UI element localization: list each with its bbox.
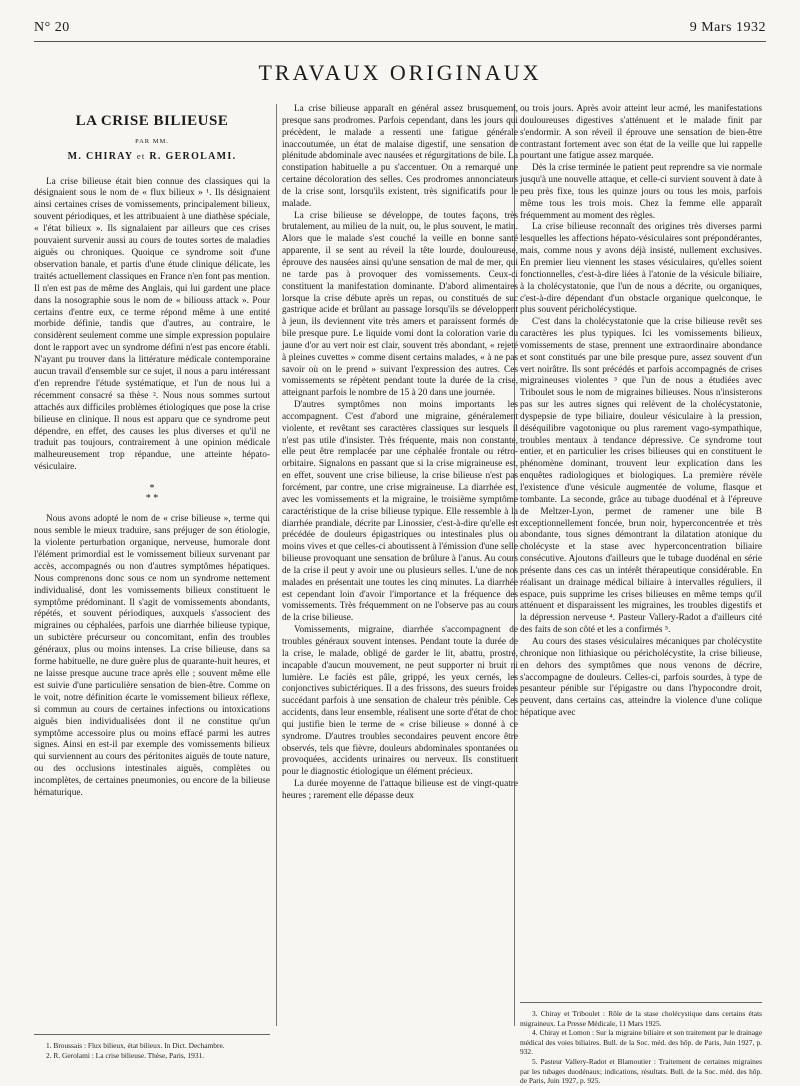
footnote: 4. Chiray et Lomon : Sur la migraine biliaire et son traitement par le drainage médical des voies biliaires. Bull. de la Soc. méd. des hôp. de Paris, Juin 1927, p. 932. xyxy=(520,1028,762,1057)
footnotes xyxy=(520,992,762,1086)
paragraph: La crise bilieuse se développe, de toutes façons, très brutalement, au milieu de la nuit, ou, le plus souvent, le matin. Alors que le malade s'est couché la veille en bonne santé apparente, il se sent au réveil la tête lourde, douloureuse, éprouve des nausées ainsi qu'une sensation de mal de mer, qui ne tarde pas à provoquer des vomissements. Ceux-ci constituent la manifestation dominante. D'abord alimentaires lorsque la crise débute après un repas, ou constitués de suc gastrique acide et brûlant au passage lorsqu'ils se développent à jeun, ils deviennent vite très amers et paraissent formés de bile presque pure. Le liquide vomi dont la coloration varie du jaune d'or au vert noir est clair, souvent très abondant, « rejeté à pleines cuvettes » comme disent certains malades, « à ne pas savoir où on le prend » suivant l'expression des autres. Ces vomissements se répètent pendant toute la durée de la crise, atteignant parfois le nombre de 15 à 20 dans une journée. xyxy=(282,210,518,399)
column-1 xyxy=(34,104,270,1060)
paragraph: D'autres symptômes non moins importants les accompagnent. C'est d'abord une migraine, généralement violente, et revêtant ses caractères classiques sur lesquels il n'est pas utile d'insister. Très fréquente, mais non constante, elle peut être remplacée par une céphalée frontale ou rétro-orbitaire. Signalons en passant que si la crise migraineuse est, en effet, souvent une crise bilieuse, la crise bilieuse n'est pas forcément, par contre, une crise migraineuse. La diarrhée est, avec les vomissements et la migraine, le troisième symptôme caractéristique de la crise bilieuse typique. Elle ressemble à la diarrhée prandiale, décrite par Linossier, c'est-à-dire qu'elle est précédée de douleurs épigastriques ou intestinales plus ou moins vives et que celles-ci aboutissent à l'émission d'une selle bilieuse provoquant une sensation de brûlure à l'anus. Au cours de la crise il peut y avoir une ou plusieurs selles. L'une de nos malades en présentait une toutes les cinq minutes. La diarrhée est cependant loin d'avoir l'importance et la fréquence des vomissements. Très fréquemment on ne l'observe pas au cours de la crise bilieuse. xyxy=(282,400,518,624)
author-1: M. CHIRAY xyxy=(67,150,134,162)
footnotes xyxy=(34,1024,270,1060)
author-2: R. GEROLAMI. xyxy=(149,150,237,162)
paragraph: La crise bilieuse reconnaît des origines très diverses parmi lesquelles les affections hépato-vésiculaires sont prépondérantes, mais, comme nous y avons déjà insisté, nullement exclusives. En premier lieu viennent les stases vésiculaires, qu'elles soient fonctionnelles, c'est-à-dire liées à l'atonie de la vésicule biliaire, à la cholécystatonie, que l'un de nous a décrite, ou organiques, c'est-à-dire dépendant d'un obstacle organique quelconque, le plus souvent péricholécystique. xyxy=(520,222,762,316)
issue-date: 9 Mars 1932 xyxy=(689,20,766,35)
section-separator: * * * xyxy=(145,483,159,505)
section-title: TRAVAUX ORIGINAUX xyxy=(258,60,542,85)
column-divider xyxy=(276,104,277,1026)
paragraph: Vomissements, migraine, diarrhée s'accompagnent de troubles généraux souvent intenses. Pendant toute la durée de la crise, le malade, obligé de garder le lit, abattu, prostré, incapable d'aucun mouvement, ne peut supporter ni bruit ni lumière. Le faciès est pâle, grippé, les yeux cernés, les conjonctives subictériques. Il a des frissons, des sueurs froides succédant parfois à une sensation de chaleur très pénible. Ces accidents, dans leur ensemble, réalisent une sorte d'état de choc qui justifie bien le terme de « crise bilieuse » donné à ce syndrome. D'autres troubles secondaires peuvent encore être observés, tels que fièvre, douleurs abdominales spontanées ou provoquées, accidents urinaires ou nerveux. Ils constituent pour le diagnostic étiologique un élément précieux. xyxy=(282,625,518,778)
paragraph: ou trois jours. Après avoir atteint leur acmé, les manifestations douloureuses digestives s'atténuent et le malade finit par s'endormir. A son réveil il éprouve une sensation de bien-être contrastant fortement avec son état de la veille que lui rappelle pourtant une fatigue assez marquée. xyxy=(520,104,762,162)
column-2 xyxy=(282,104,518,803)
article-title: LA CRISE BILIEUSE xyxy=(75,113,229,129)
paragraph: Dès la crise terminée le patient peut reprendre sa vie normale jusqu'à une nouvelle attaque, et celle-ci survient souvent à date à peu près fixe, tous les quinze jours ou tous les mois, parfois même tous les trois mois. Chez la femme elle apparaît fréquemment au moment des règles. xyxy=(520,163,762,221)
column-3 xyxy=(520,104,762,1086)
footnote: 2. R. Gerolami : La crise bilieuse. Thèse, Paris, 1931. xyxy=(46,1050,205,1060)
author-conjunction: et xyxy=(136,150,146,161)
footnote: 5. Pasteur Vallery-Radot et Blamoutier : Traitement de certaines migraines par les tubages duodénaux; indications, résultats. Bull. de la Soc. méd. des hôp. de Paris, Juin 1927, p. 925. xyxy=(520,1056,762,1086)
paragraph: La crise bilieuse était bien connue des classiques qui la désignaient sous le nom de « flux bilieux » ¹. Ils désignaient ainsi certaines crises de vomissements, principalement bilieux, souvent périodiques, et les attribuaient à une diathèse spéciale, « l'état bilieux ». Ils signalaient par ailleurs que ces crises pouvaient survenir aussi au cours de toutes sortes de maladies aiguës ou chroniques. Quoique ce syndrome soit d'une observation banale, et partis d'une étude clinique délicate, les traités actuellement classiques en France n'en font pas mention. Il n'en est pas de même des Anglais, qui lui gardent une place dans la nosographie sous le nom de « biliouss attack ». Pour certains d'entre eux, ce terme répond même à une entité morbide définie, tandis que d'autres, au contraire, le considèrent seulement comme une simple expression populaire dont le rapport avec un syndrome défini n'est pas encore établi. N'ayant pu trouver dans la littérature médicale contemporaine aucun travail d'ensemble sur ce sujet, il nous a paru intéressant d'en reprendre l'étude systématique, et l'un de nous lui a récemment consacré sa thèse ². Nous nous sommes surtout attachés aux difficiles problèmes étiologiques que pose la crise bilieuse en clinique. Il nous est apparu que ce syndrome peut dépendre, en effet, des causes les plus diverses et qu'il ne traduit pas toujours, contrairement à une opinion médicale malheureusement trop répandue, une atteinte hépato-vésiculaire. xyxy=(34,176,270,473)
footnote: 3. Chiray et Triboulet : Rôle de la stase cholécystique dans certains états migraineux. La Presse Médicale, 11 Mars 1925. xyxy=(520,1009,762,1028)
article-authors xyxy=(34,151,270,163)
paragraph: La durée moyenne de l'attaque bilieuse est de vingt-quatre heures ; rarement elle dépasse deux xyxy=(282,779,518,801)
footnote-rule xyxy=(520,1002,762,1003)
footnote-rule xyxy=(34,1034,270,1035)
paragraph: C'est dans la cholécystatonie que la crise bilieuse revêt ses caractères les plus typiques. Ici les vomissements bilieux, vomissements de stase, prennent une extraordinaire abondance et sont constitués par une bile presque pure, assez souvent d'un vert noirâtre. Ils sont précédés et parfois accompagnés de crises migraineuses violentes ³ que l'un de nous a étudiées avec Triboulet sous le nom de migraines bilieuses. Nous n'insisterons pas sur les autres signes qui relèvent de la cholécystatonie, dyspepsie de type biliaire, douleur vésiculaire à la pression, déséquilibre vagotonique ou plus rarement vago-sympathique, troubles mentaux à tendance dépressive. Ce syndrome tout entier, et en particulier les crises bilieuses qui en constituent le phénomène dominant, trouvent leur explication dans les enquêtes radiologiques et biologiques. La première révèle l'existence d'une vésicule augmentée de volume, flasque et tombante. La seconde, grâce au tubage duodénal et à l'épreuve de Meltzer-Lyon, permet de ramener une bile B exceptionnellement foncée, brun noir, hyperconcentrée et très abondante, tous signes démontrant la dilatation atonique du cholécyste et la stase avec hyperconcentration biliaire consécutive. Ajoutons d'ailleurs que le tubage duodénal en série présente dans ces cas un intérêt thérapeutique considérable. En réalisant un drainage médical biliaire à intervalles réguliers, il espace, puis supprime les crises bilieuses en même temps qu'il atténuent et disparaissent les migraines, les troubles digestifs et la dépression nerveuse ⁴. Pasteur Vallery-Radot a d'ailleurs cité des faits de son côté et les a confirmés ⁵. xyxy=(520,317,762,636)
footnote: 1. Broussais : Flux bilieux, état bilieux. In Dict. Dechambre. xyxy=(46,1041,225,1050)
paragraph: Nous avons adopté le nom de « crise bilieuse », terme qui nous semble le mieux traduire, sans préjuger de son étiologie, la violente perturbation organique, nerveuse, humorale dont l'élément primordial est le vomissement bilieux survenant par accès, accompagnés ou non d'autres symptômes hépatiques. Nous comprenons donc sous ce nom un syndrome nettement individualisé, dont les vomissements bilieux constituent le symptôme prédominant. Il s'agit de vomissements abondants, répétés, et souvent périodiques, auxquels s'associent des migraines ou céphalées, parfois une diarrhée bilieuse typique, un subictère précurseur ou concomitant, enfin des troubles généraux, plus ou moins intenses. La crise bilieuse, dans sa forme habituelle, ne dure guère plus de quarante-huit heures, et ne laisse presque aucune trace après elle ; souvent même elle est suivie d'une particulière sensation de bien-être. Comme on le voit, notre définition écarte le vomissement bilieux réflexe, si commun au cours de certaines infections ou intoxications aiguës bien individualisées dont il ne constitue qu'un symptôme accessoire plus ou moins effacé parmi les autres signes. Ainsi en est-il par exemple des vomissements bilieux qui surviennent au cours des péritonites aiguës de toute nature, ou des occlusions intestinales aiguës, complètes ou incomplètes, de certaines pneumonies, ou encore de la bilieuse hématurique. xyxy=(34,514,270,799)
paragraph: Au cours des stases vésiculaires mécaniques par cholécystite chronique non lithiasique ou péricholécystite, la crise bilieuse, en dehors des symptômes que nous venons de décrire, s'accompagne de douleurs. Celles-ci, parfois sourdes, à type de pesanteur pénible sur l'épigastre ou dans l'hypocondre droit, peuvent, dans certains cas, atteindre la violence d'une colique hépatique avec xyxy=(520,636,762,719)
paragraph: La crise bilieuse apparaît en général assez brusquement, presque sans prodromes. Parfois cependant, dans les jours qui précèdent, le malade a ressenti une fatigue générale inaccoutumée, un état de malaise digestif, une sensation de plénitude abdominale avec nausées et régurgitations de bile. La constipation habituelle a pu s'accentuer. On a remarqué une certaine décoloration des selles. Ces prodromes annonciateurs de la crise sont, lorsqu'ils existent, très significatifs pour le malade. xyxy=(282,104,518,209)
header-rule xyxy=(34,41,766,42)
byline-par: PAR MM. xyxy=(135,137,169,145)
issue-number: N° 20 xyxy=(34,20,70,35)
